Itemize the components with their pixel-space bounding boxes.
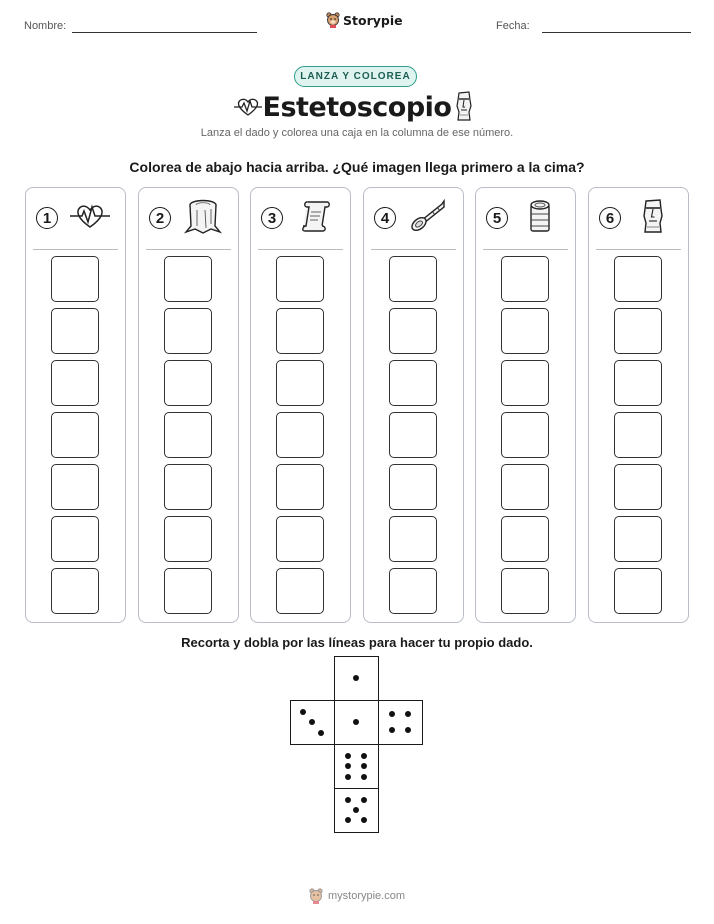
color-box[interactable] [276, 360, 324, 406]
color-box[interactable] [51, 256, 99, 302]
color-box[interactable] [51, 568, 99, 614]
bear-mascot-icon [309, 888, 323, 904]
heartbeat-icon [70, 198, 110, 239]
horn-icon [408, 198, 448, 239]
color-box[interactable] [389, 256, 437, 302]
moai-statue-icon [633, 198, 673, 239]
color-box[interactable] [614, 308, 662, 354]
date-label: Fecha: [496, 20, 530, 32]
name-label: Nombre: [24, 20, 67, 32]
column-header [139, 202, 238, 238]
die-pip [361, 774, 367, 780]
color-box[interactable] [501, 412, 549, 458]
color-box[interactable] [389, 516, 437, 562]
column-divider [33, 249, 118, 250]
column-number: 6 [599, 207, 621, 229]
die-pip [318, 730, 324, 736]
die-pip [309, 719, 315, 725]
color-box[interactable] [389, 412, 437, 458]
die-pip [300, 709, 306, 715]
color-box[interactable] [51, 308, 99, 354]
die-pip [405, 711, 411, 717]
die-pip [353, 719, 359, 725]
column-divider [371, 249, 456, 250]
date-line[interactable] [542, 32, 691, 33]
color-box[interactable] [501, 256, 549, 302]
footer-url[interactable]: mystorypie.com [327, 890, 406, 902]
color-box[interactable] [51, 360, 99, 406]
color-box[interactable] [614, 256, 662, 302]
moai-statue-icon [453, 90, 475, 122]
die-pip [405, 727, 411, 733]
rolled-mat-icon [520, 198, 560, 239]
color-box[interactable] [501, 516, 549, 562]
column-number: 4 [374, 207, 396, 229]
color-box[interactable] [389, 308, 437, 354]
color-box[interactable] [501, 568, 549, 614]
column-1 [25, 187, 126, 623]
die-pip [361, 817, 367, 823]
column-6 [588, 187, 689, 623]
color-box[interactable] [501, 308, 549, 354]
column-header [364, 202, 463, 238]
die-pip [361, 797, 367, 803]
column-number: 2 [149, 207, 171, 229]
column-divider [258, 249, 343, 250]
tree-stump-icon [183, 198, 223, 239]
name-line[interactable] [72, 32, 257, 33]
die-face-left [290, 700, 335, 745]
color-box[interactable] [276, 256, 324, 302]
color-box[interactable] [164, 412, 212, 458]
die-pip [361, 753, 367, 759]
die-pip [345, 763, 351, 769]
subtitle: Lanza el dado y colorea una caja en la columna de ese número. [200, 127, 514, 139]
column-divider [146, 249, 231, 250]
color-box[interactable] [614, 568, 662, 614]
die-face-center [334, 700, 379, 745]
color-box[interactable] [276, 464, 324, 510]
brand-name: Storypie [343, 12, 403, 28]
die-pip [361, 763, 367, 769]
die-pip [345, 817, 351, 823]
die-face-top [334, 656, 379, 701]
color-box[interactable] [164, 568, 212, 614]
column-number: 3 [261, 207, 283, 229]
color-box[interactable] [164, 308, 212, 354]
color-box[interactable] [614, 516, 662, 562]
color-box[interactable] [164, 516, 212, 562]
color-box[interactable] [276, 516, 324, 562]
die-pip [389, 727, 395, 733]
color-box[interactable] [164, 256, 212, 302]
coloring-instruction: Colorea de abajo hacia arriba. ¿Qué imagen llega primero a la cima? [129, 159, 585, 175]
cut-instruction: Recorta y dobla por las líneas para hacer tu propio dado. [181, 635, 533, 650]
column-2 [138, 187, 239, 623]
die-pip [353, 807, 359, 813]
page-title: Estetoscopio [262, 92, 452, 123]
die-pip [345, 774, 351, 780]
brand-logo [326, 12, 403, 28]
scroll-icon [295, 198, 335, 239]
column-number: 5 [486, 207, 508, 229]
die-face-lower [334, 744, 379, 789]
bear-mascot-icon [326, 12, 340, 28]
color-box[interactable] [614, 464, 662, 510]
die-face-right [378, 700, 423, 745]
column-4 [363, 187, 464, 623]
color-box[interactable] [614, 412, 662, 458]
column-5 [475, 187, 576, 623]
color-box[interactable] [501, 464, 549, 510]
column-header [26, 202, 125, 238]
column-header [251, 202, 350, 238]
color-box[interactable] [501, 360, 549, 406]
color-box[interactable] [276, 568, 324, 614]
die-pip [345, 797, 351, 803]
activity-badge: LANZA Y COLOREA [294, 66, 417, 87]
column-3 [250, 187, 351, 623]
color-box[interactable] [276, 412, 324, 458]
color-box[interactable] [389, 464, 437, 510]
color-box[interactable] [164, 360, 212, 406]
color-box[interactable] [51, 412, 99, 458]
color-box[interactable] [51, 464, 99, 510]
footer [0, 888, 714, 904]
column-divider [596, 249, 681, 250]
column-number: 1 [36, 207, 58, 229]
die-face-bottom [334, 788, 379, 833]
column-header [476, 202, 575, 238]
color-box[interactable] [389, 360, 437, 406]
column-header [589, 202, 688, 238]
die-pip [345, 753, 351, 759]
color-box[interactable] [51, 516, 99, 562]
color-box[interactable] [614, 360, 662, 406]
die-pip [353, 675, 359, 681]
color-box[interactable] [164, 464, 212, 510]
color-box[interactable] [276, 308, 324, 354]
column-divider [483, 249, 568, 250]
color-box[interactable] [389, 568, 437, 614]
die-pip [389, 711, 395, 717]
